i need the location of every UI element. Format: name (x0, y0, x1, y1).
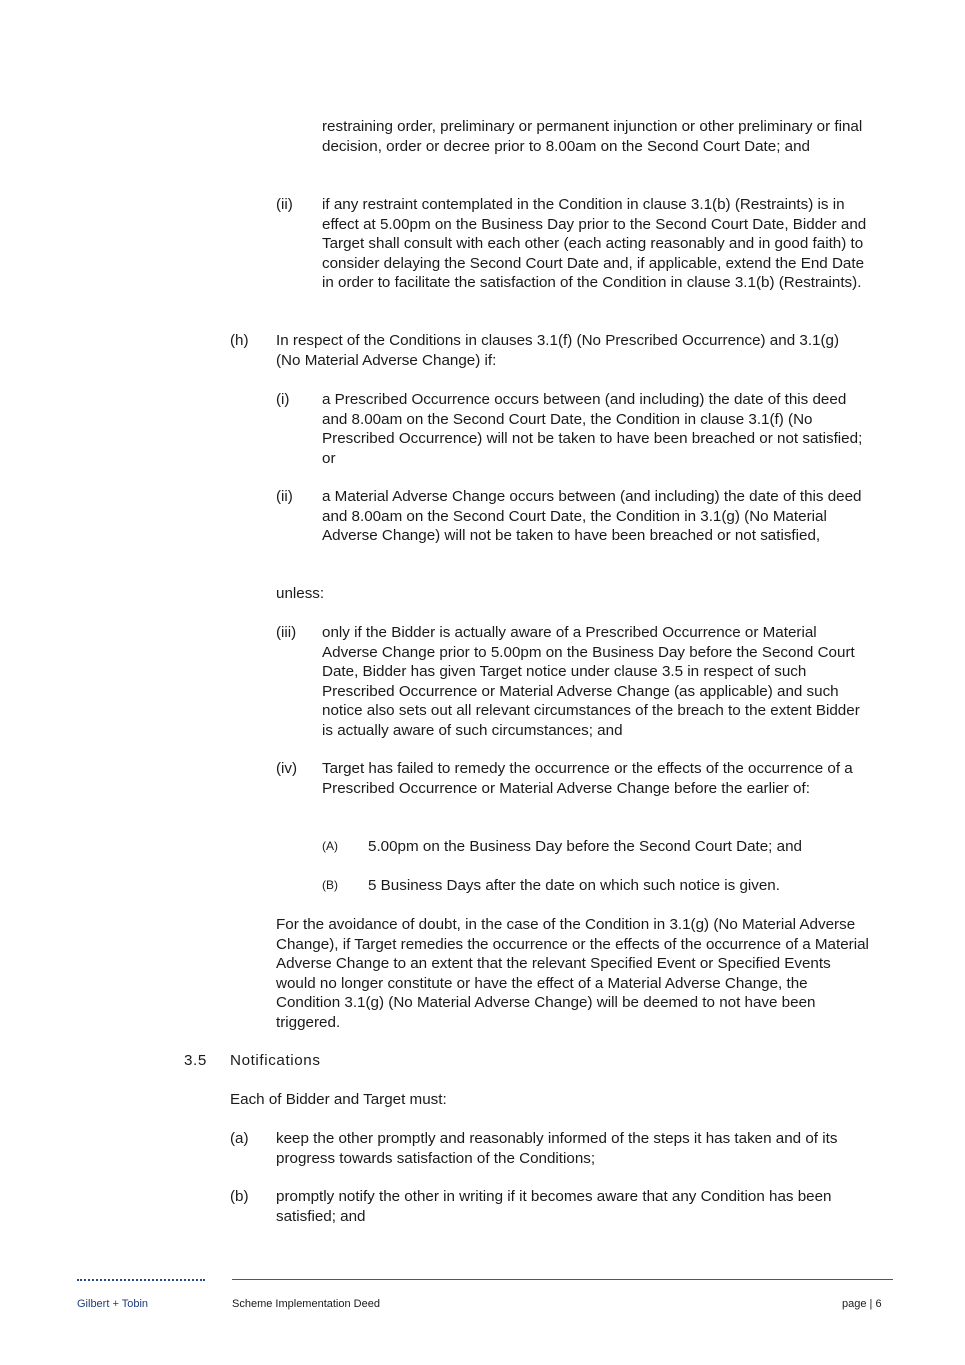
footer-firm-name: Gilbert + Tobin (77, 1298, 149, 1310)
clause-a-text: keep the other promptly and reasonably informed of the steps it has taken and of its progress towards satisfaction of the Conditions; (276, 1130, 838, 1167)
clause-h-ii-text: a Material Adverse Change occurs between (and including) the date of this deed and 8.00am on the Second Court Date, the Condition in 3.1(g) (No Material Adverse Change) will not be taken to have been breached or not satisfied, (322, 488, 862, 544)
clause-A-text: 5.00pm on the Business Day before the Second Court Date; and (368, 838, 802, 855)
clause-g-ii-number: (ii) (276, 196, 293, 213)
section-3-5-title: Notifications (230, 1052, 321, 1069)
clause-B-text: 5 Business Days after the date on which such notice is given. (368, 877, 780, 894)
clause-A-number: (A) (322, 839, 338, 853)
clause-h-iv-text: Target has failed to remedy the occurrence or the effects of the occurrence of a Prescribed Occurrence or Material Adverse Change before the earlier of: (322, 760, 853, 797)
footer-document-title: Scheme Implementation Deed (232, 1298, 380, 1310)
section-3-5-number: 3.5 (184, 1052, 207, 1069)
avoidance-paragraph: For the avoidance of doubt, in the case of the Condition in 3.1(g) (No Material Adverse Change), if Target remedies the occurrence or the effects of the occurrence of a Material Adverse Change to an extent that the relevant Specified Event or Specified Events would no longer constitute or have the effect of a Material Adverse Change, the Condition 3.1(g) (No Material Adverse Change) will be deemed to not have been triggered. (276, 916, 869, 1031)
clause-h-ii-number: (ii) (276, 488, 293, 505)
clause-b-text: promptly notify the other in writing if it becomes aware that any Condition has been satisfied; and (276, 1188, 832, 1225)
clause-g-ii-text: if any restraint contemplated in the Condition in clause 3.1(b) (Restraints) is in effect at 5.00pm on the Business Day prior to the Second Court Date, Bidder and Target shall consult with each other (each acting reasonably and in good faith) to consider delaying the Second Court Date and, if applicable, extend the End Date in order to facilitate the satisfaction of the Condition in clause 3.1(b) (Restraints). (322, 196, 867, 291)
clause-h-iv-number: (iv) (276, 760, 298, 777)
clause-B-number: (B) (322, 878, 338, 892)
section-3-5-intro: Each of Bidder and Target must: (230, 1091, 447, 1108)
clause-h-number: (h) (230, 332, 249, 349)
footer-page-number: page | 6 (842, 1298, 882, 1310)
clause-b-number: (b) (230, 1188, 249, 1205)
footer-rule (232, 1279, 893, 1280)
clause-a-number: (a) (230, 1130, 249, 1147)
clause-g-i-continuation: restraining order, preliminary or permanent injunction or other preliminary or final decision, order or decree prior to 8.00am on the Second Court Date; and (322, 118, 863, 155)
clause-h-i-text: a Prescribed Occurrence occurs between (and including) the date of this deed and 8.00am on the Second Court Date, the Condition in clause 3.1(f) (No Prescribed Occurrence) will not be taken to have been breached or not satisfied; or (322, 391, 863, 467)
unless-text: unless: (276, 585, 325, 602)
clause-h-iii-text: only if the Bidder is actually aware of a Prescribed Occurrence or Material Adverse Change prior to 5.00pm on the Business Day before the Second Court Date, Bidder has given Target notice under clause 3.5 in respect of such Prescribed Occurrence or Material Adverse Change (as applicable) and such notice also sets out all relevant circumstances of the breach to the extent Bidder is actually aware of such circumstances; and (322, 624, 860, 739)
clause-h-i-number: (i) (276, 391, 290, 408)
clause-h-iii-number: (iii) (276, 624, 297, 641)
footer-dotted-rule (77, 1279, 205, 1281)
clause-h-text: In respect of the Conditions in clauses 3.1(f) (No Prescribed Occurrence) and 3.1(g) (No Material Adverse Change) if: (276, 332, 840, 369)
